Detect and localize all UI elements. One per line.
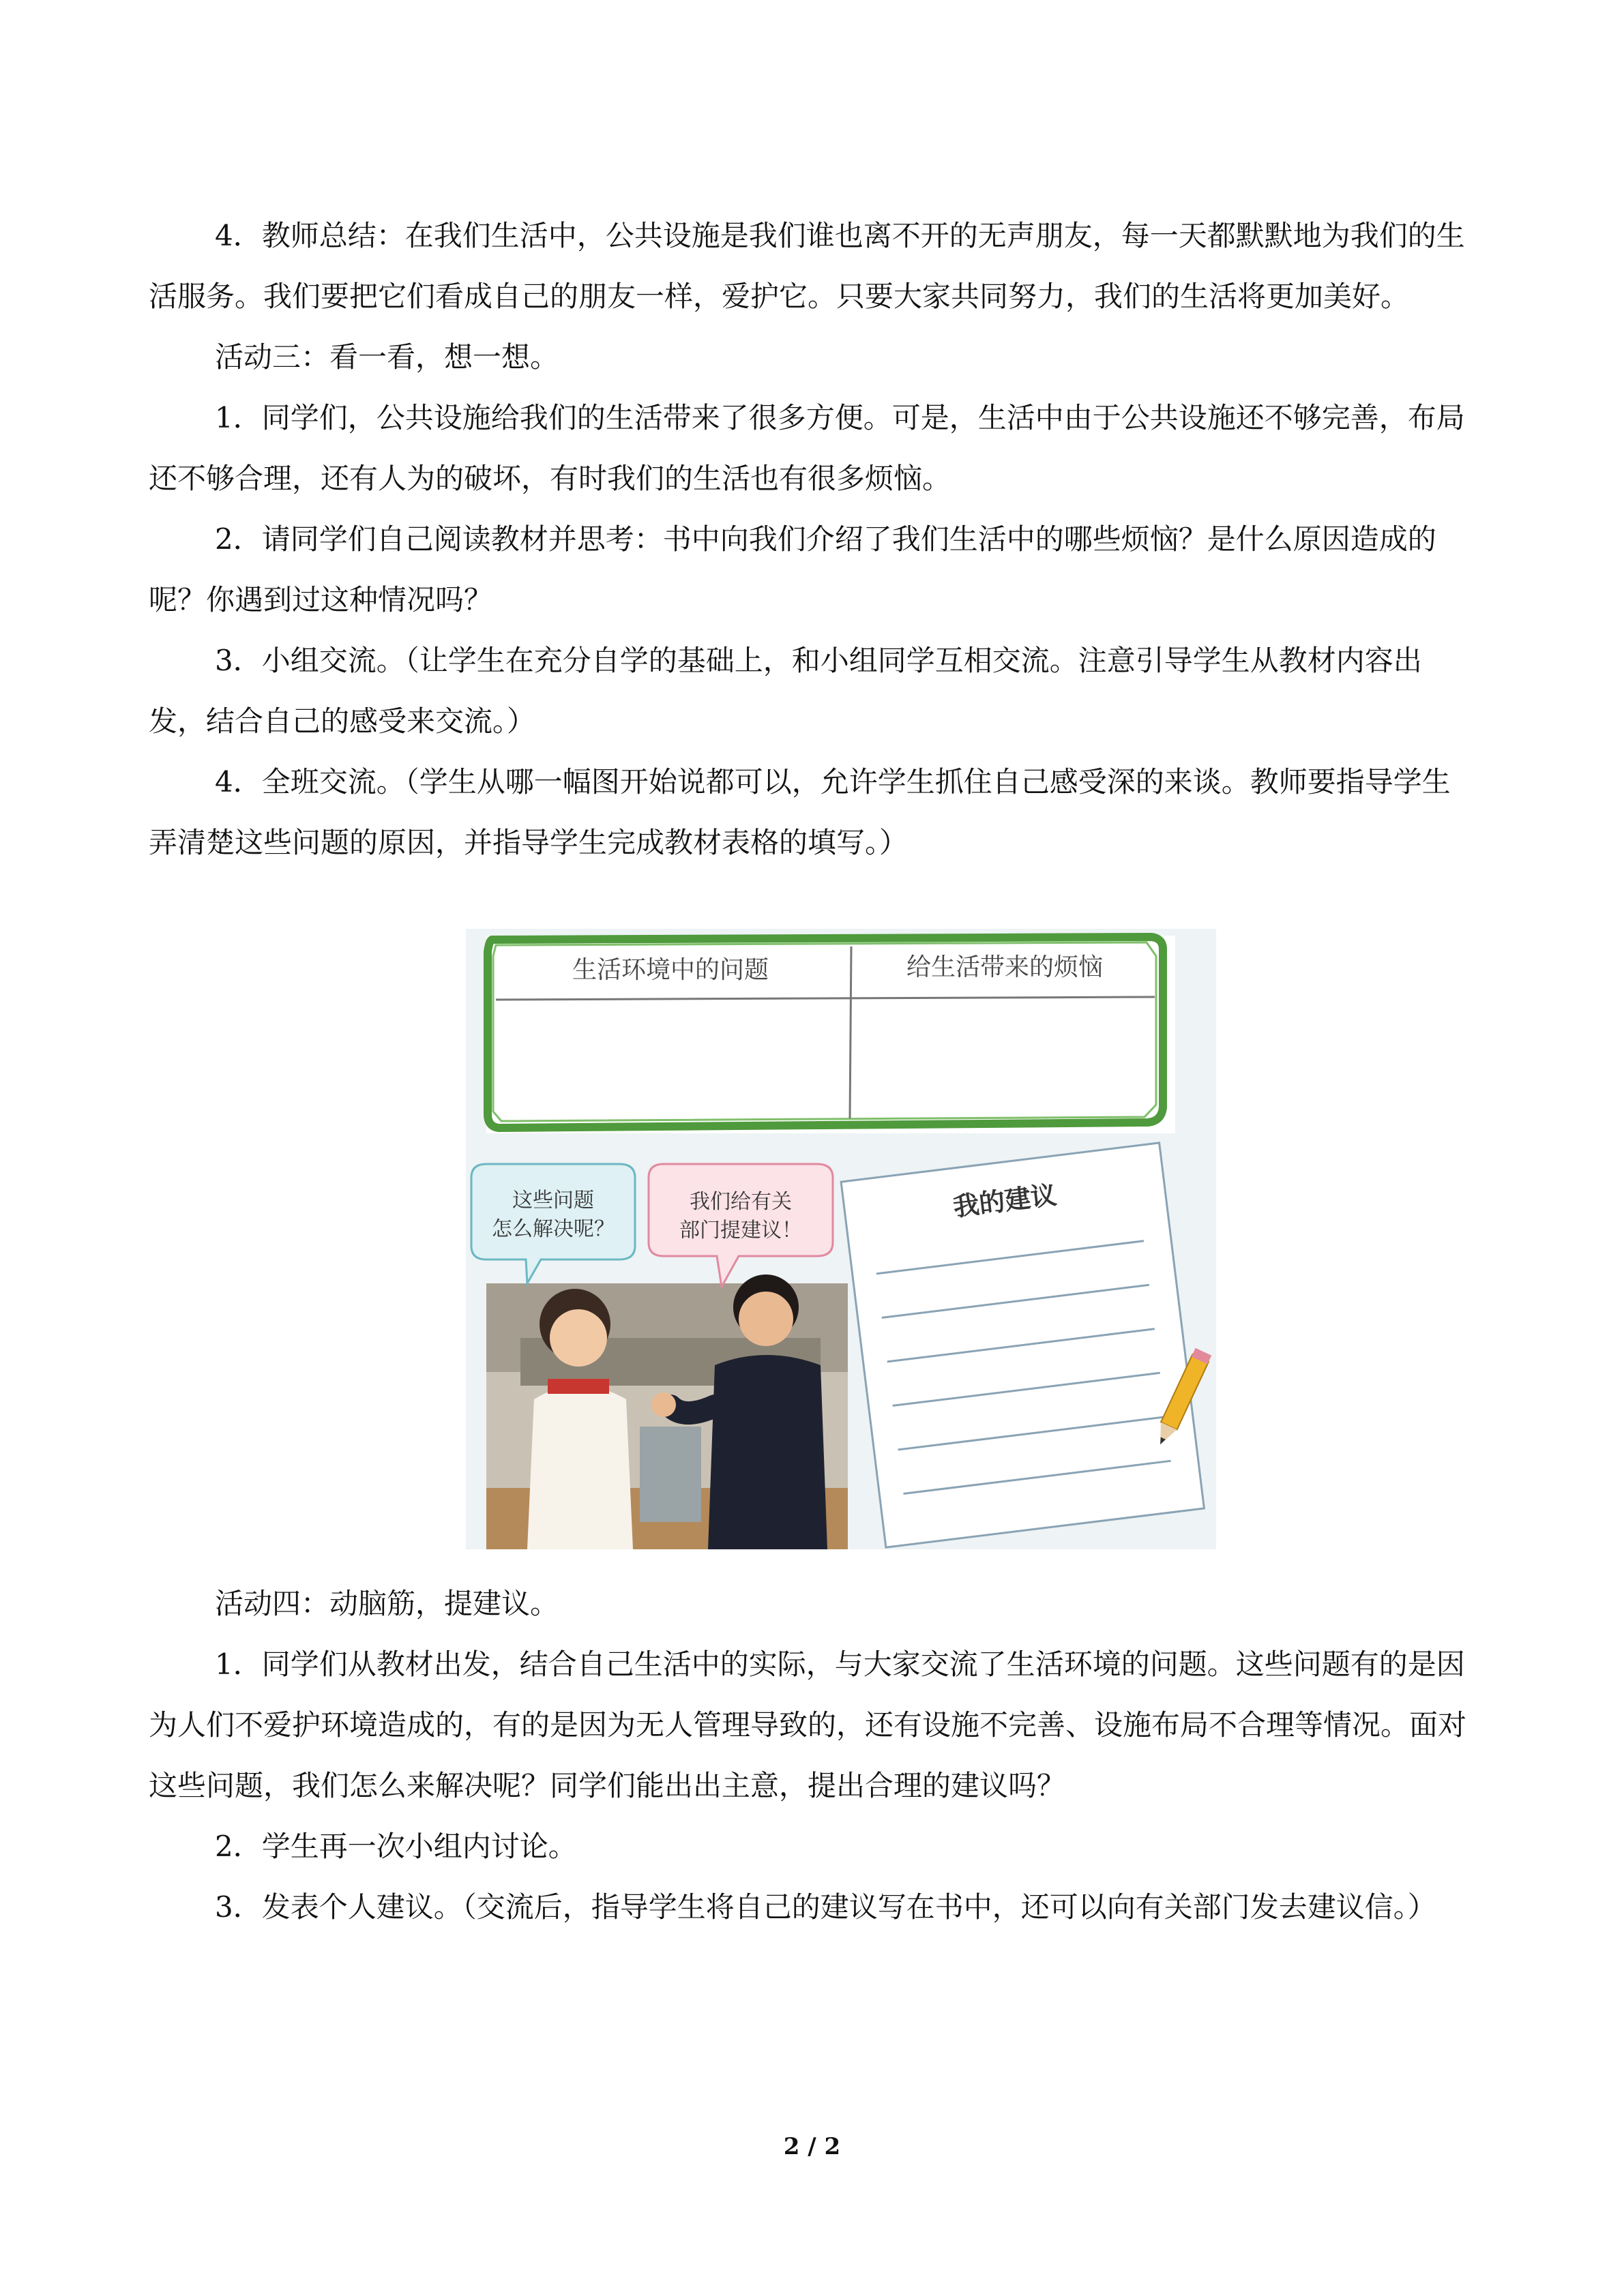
paragraph-personal-suggestions: 3．发表个人建议。（交流后，指导学生将自己的建议写在书中，还可以向有关部门发去建议信。） xyxy=(215,1890,1436,1924)
paragraph-teacher-summary: 4．教师总结：在我们生活中，公共设施是我们谁也离不开的无声朋友，每一天都默默地为我们的生活服务。我们要把它们看成自己的朋友一样，爱护它。只要大家共同努力，我们的生活将更加美好。 xyxy=(149,219,1465,313)
table-header-right: 给生活带来的烦恼 xyxy=(906,953,1104,981)
boy-bubble-line1: 我们给有关 xyxy=(690,1190,792,1214)
suggestion-paper xyxy=(841,1143,1204,1547)
page-number: 2 / 2 xyxy=(783,2133,841,2160)
paragraph-read-textbook: 2．请同学们自己阅读教材并思考：书中向我们介绍了我们生活中的哪些烦恼？是什么原因造成的呢？你遇到过这种情况吗？ xyxy=(149,522,1436,616)
table-column-divider xyxy=(850,946,851,1118)
paragraph-group-exchange: 3．小组交流。（让学生在充分自学的基础上，和小组同学互相交流。注意引导学生从教材内容出发，结合自己的感受来交流。） xyxy=(149,644,1422,738)
boy-bubble-line2: 部门提建议！ xyxy=(679,1219,802,1242)
boy-face xyxy=(739,1292,793,1346)
paragraph-group-discussion: 2．学生再一次小组内讨论。 xyxy=(215,1830,577,1863)
paragraph-class-exchange: 4．全班交流。（学生从哪一幅图开始说都可以，允许学生抓住自己感受深的来谈。教师要指导学生弄清楚这些问题的原因，并指导学生完成教材表格的填写。） xyxy=(149,765,1451,859)
boy-arm xyxy=(670,1406,715,1413)
body-text-bottom xyxy=(149,1573,1475,1937)
girl-face xyxy=(550,1309,607,1367)
girl-bubble-line2: 怎么解决呢？ xyxy=(492,1217,615,1241)
table-header-left: 生活环境中的问题 xyxy=(572,956,769,984)
girl-collar xyxy=(548,1379,609,1394)
paragraph-environment-problems: 1．同学们从教材出发，结合自己生活中的实际，与大家交流了生活环境的问题。这些问题有的是因为人们不爱护环境造成的，有的是因为无人管理导致的，还有设施不完善、设施布局不合理等情况。面对这些问题，我们怎么来解决呢？同学们能出出主意，提出合理的建议吗？ xyxy=(149,1648,1467,1802)
paper-title: 我的建议 xyxy=(951,1180,1059,1223)
illustration-svg xyxy=(466,929,1216,1549)
body-text-top xyxy=(149,205,1475,873)
paragraph-public-facilities: 1．同学们，公共设施给我们的生活带来了很多方便。可是，生活中由于公共设施还不够完善，布局还不够合理，还有人为的破坏，有时我们的生活也有很多烦恼。 xyxy=(149,401,1465,495)
boy-sweater xyxy=(708,1355,827,1549)
girl-bubble-line1: 这些问题 xyxy=(512,1189,594,1212)
heading-activity-four: 活动四：动脑筋，提建议。 xyxy=(215,1587,559,1620)
heading-activity-three: 活动三：看一看，想一想。 xyxy=(215,340,559,374)
girl-sweater xyxy=(527,1386,633,1549)
textbook-illustration xyxy=(466,929,1216,1549)
water-tap xyxy=(640,1427,701,1522)
boy-hand xyxy=(651,1392,676,1417)
